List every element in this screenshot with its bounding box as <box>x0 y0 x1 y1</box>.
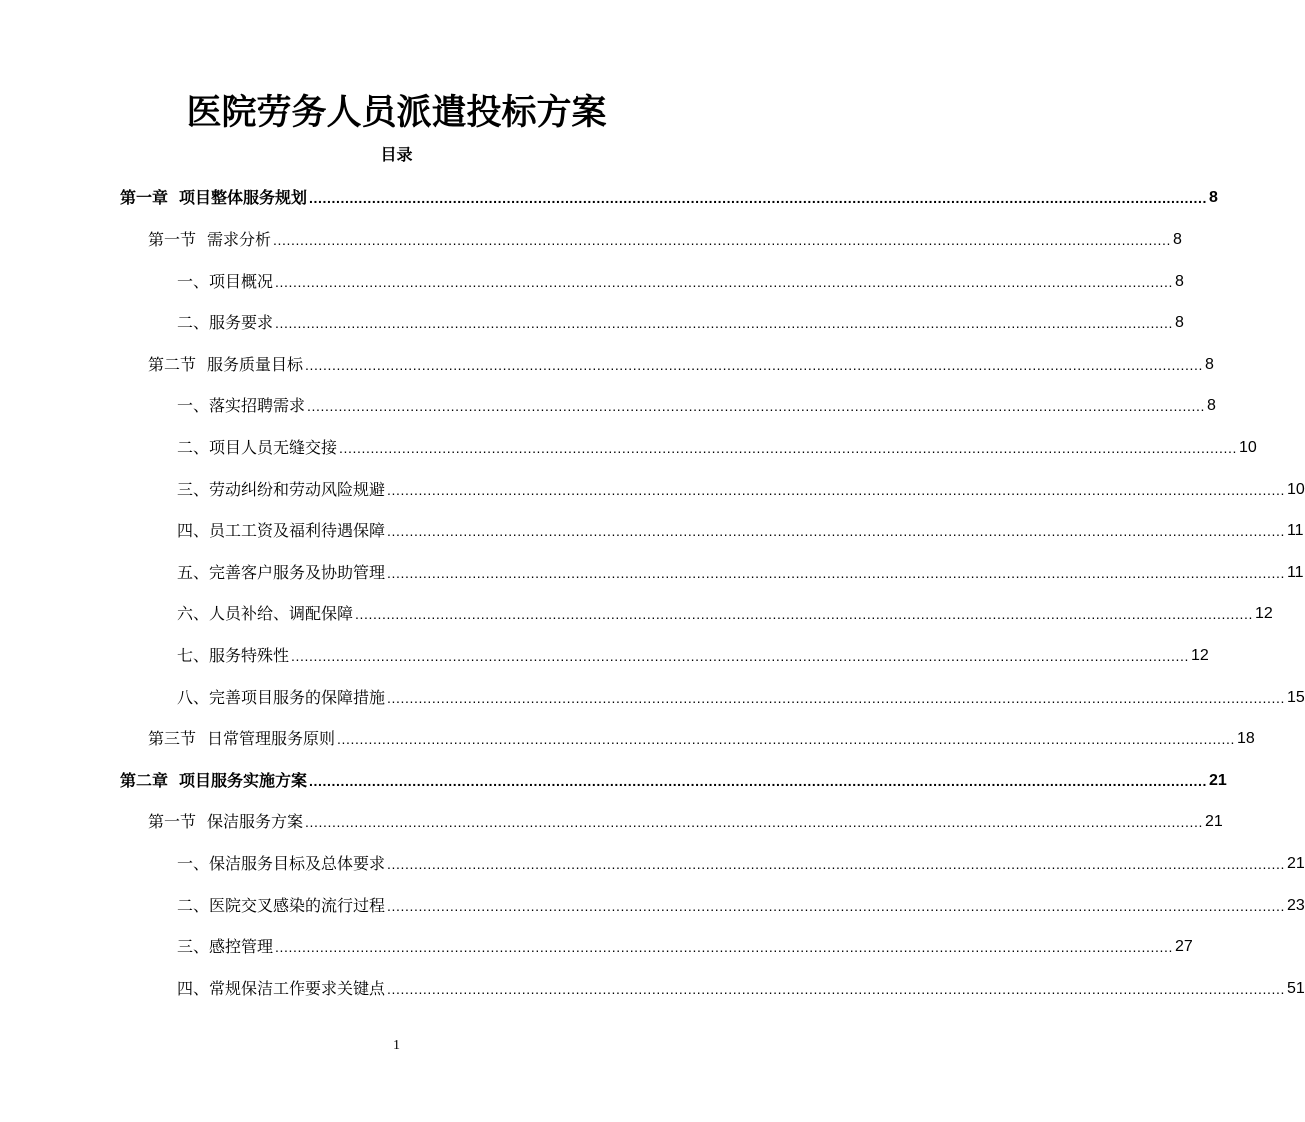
toc-dot-leader: ........................................................................................................................................................................................................ <box>387 981 1285 997</box>
toc-entry-label <box>177 271 273 293</box>
toc-entry[interactable] <box>177 974 1305 1000</box>
toc-entry-page: 8 <box>1174 273 1184 290</box>
toc-entry[interactable] <box>177 516 1304 542</box>
toc-dot-leader: ........................................................................................................................................................................................................ <box>387 898 1285 914</box>
document-title: 医院劳务人员派遣投标方案 <box>186 93 607 133</box>
toc-entry-text: 五、完善客户服务及协助管理 <box>177 563 386 582</box>
toc-dot-leader: ........................................................................................................................................................................................................ <box>337 731 1235 747</box>
toc-entry-text: 一、保洁服务目标及总体要求 <box>177 854 386 873</box>
toc-dot-leader: ........................................................................................................................................................................................................ <box>309 773 1207 789</box>
toc-entry-label <box>177 936 273 958</box>
toc-dot-leader: ........................................................................................................................................................................................................ <box>275 315 1173 331</box>
toc-dot-leader: ........................................................................................................................................................................................................ <box>309 190 1207 206</box>
toc-entry[interactable] <box>148 225 1182 251</box>
toc-entry-text: 三、感控管理 <box>177 937 274 956</box>
toc-entry[interactable] <box>177 267 1184 293</box>
toc-entry[interactable] <box>120 183 1218 209</box>
toc-entry-text: 六、人员补给、调配保障 <box>177 604 354 623</box>
toc-entry-page: 51 <box>1286 980 1305 997</box>
toc-entry-label <box>177 395 305 417</box>
toc-entry-page: 18 <box>1236 730 1255 747</box>
toc-entry[interactable] <box>148 807 1223 833</box>
toc-dot-leader: ........................................................................................................................................................................................................ <box>273 232 1171 248</box>
toc-entry-number: 第一节 <box>148 812 197 831</box>
toc-entry-page: 8 <box>1208 189 1218 206</box>
toc-entry-label <box>177 978 385 1000</box>
toc-entry-text: 二、项目人员无缝交接 <box>177 438 338 457</box>
toc-entry-number: 第二节 <box>148 355 197 374</box>
toc-dot-leader: ........................................................................................................................................................................................................ <box>275 939 1173 955</box>
toc-entry-label <box>177 645 289 667</box>
toc-entry[interactable] <box>177 391 1216 417</box>
toc-entry-page: 21 <box>1204 813 1223 830</box>
toc-entry-page: 23 <box>1286 897 1305 914</box>
toc-entry-page: 12 <box>1190 647 1209 664</box>
toc-entry-page: 21 <box>1286 855 1305 872</box>
toc-entry-text: 二、医院交叉感染的流行过程 <box>177 896 386 915</box>
toc-entry[interactable] <box>177 683 1305 709</box>
toc-entry-label <box>120 770 307 792</box>
toc-entry-label <box>148 229 271 251</box>
toc-entry-label <box>177 520 385 542</box>
toc-entry-page: 11 <box>1286 564 1304 581</box>
toc-entry[interactable] <box>177 599 1273 625</box>
toc-entry-number: 第三节 <box>148 729 197 748</box>
toc-entry-text: 四、员工工资及福利待遇保障 <box>177 521 386 540</box>
toc-entry[interactable] <box>177 849 1305 875</box>
toc-entry-text: 二、服务要求 <box>177 313 274 332</box>
toc-dot-leader: ........................................................................................................................................................................................................ <box>387 523 1285 539</box>
toc-dot-leader: ........................................................................................................................................................................................................ <box>291 648 1189 664</box>
toc-entry[interactable] <box>177 433 1257 459</box>
toc-dot-leader: ........................................................................................................................................................................................................ <box>305 357 1203 373</box>
toc-dot-leader: ........................................................................................................................................................................................................ <box>307 398 1205 414</box>
toc-entry-text: 一、落实招聘需求 <box>177 396 306 415</box>
toc-entry[interactable] <box>177 558 1304 584</box>
toc-entry-text: 八、完善项目服务的保障措施 <box>177 688 386 707</box>
toc-entry[interactable] <box>177 641 1209 667</box>
toc-entry-page: 27 <box>1174 938 1193 955</box>
toc-entry[interactable] <box>177 308 1184 334</box>
toc-entry-page: 10 <box>1286 481 1305 498</box>
toc-heading: 目录 <box>380 145 413 164</box>
toc-entry-page: 21 <box>1208 772 1227 789</box>
toc-entry-page: 8 <box>1172 231 1182 248</box>
toc-dot-leader: ........................................................................................................................................................................................................ <box>339 440 1237 456</box>
toc-entry-page: 12 <box>1254 605 1273 622</box>
toc-entry-page: 15 <box>1286 689 1305 706</box>
toc-entry-number: 第一章 <box>120 188 169 207</box>
toc-entry-page: 11 <box>1286 522 1304 539</box>
toc-entry[interactable] <box>120 766 1227 792</box>
toc-dot-leader: ........................................................................................................................................................................................................ <box>387 856 1285 872</box>
toc-entry-page: 8 <box>1174 314 1184 331</box>
toc-entry-label <box>120 187 307 209</box>
toc-entry-label <box>148 811 303 833</box>
toc-entry-text: 一、项目概况 <box>177 272 274 291</box>
toc-entry-page: 10 <box>1238 439 1257 456</box>
toc-entry[interactable] <box>148 350 1214 376</box>
toc-entry-label <box>177 312 273 334</box>
toc-entry-label <box>177 562 385 584</box>
toc-dot-leader: ........................................................................................................................................................................................................ <box>387 690 1285 706</box>
toc-entry-text: 七、服务特殊性 <box>177 646 290 665</box>
toc-entry-text: 项目服务实施方案 <box>179 771 308 790</box>
toc-entry-text: 服务质量目标 <box>207 355 304 374</box>
toc-entry-number: 第二章 <box>120 771 169 790</box>
toc-entry-label <box>177 437 337 459</box>
toc-entry-label <box>148 728 335 750</box>
toc-entry[interactable] <box>148 724 1255 750</box>
toc-entry-label <box>177 895 385 917</box>
toc-entry-text: 项目整体服务规划 <box>179 188 308 207</box>
toc-entry-text: 日常管理服务原则 <box>207 729 336 748</box>
toc-dot-leader: ........................................................................................................................................................................................................ <box>387 565 1285 581</box>
toc-entry-label <box>177 603 353 625</box>
toc-entry-label <box>177 479 385 501</box>
toc-entry[interactable] <box>177 475 1305 501</box>
toc-entry-number: 第一节 <box>148 230 197 249</box>
page-number: 1 <box>393 1038 400 1053</box>
toc-dot-leader: ........................................................................................................................................................................................................ <box>305 814 1203 830</box>
toc-entry-label <box>177 853 385 875</box>
toc-entry-text: 保洁服务方案 <box>207 812 304 831</box>
toc-dot-leader: ........................................................................................................................................................................................................ <box>275 274 1173 290</box>
toc-entry-label <box>177 687 385 709</box>
toc-entry[interactable] <box>177 891 1305 917</box>
toc-entry-page: 8 <box>1206 397 1216 414</box>
toc-dot-leader: ........................................................................................................................................................................................................ <box>387 482 1285 498</box>
toc-entry[interactable] <box>177 932 1193 958</box>
toc-entry-text: 需求分析 <box>207 230 272 249</box>
toc-dot-leader: ........................................................................................................................................................................................................ <box>355 606 1253 622</box>
toc-entry-page: 8 <box>1204 356 1214 373</box>
toc-entry-label <box>148 354 303 376</box>
toc-entry-text: 三、劳动纠纷和劳动风险规避 <box>177 480 386 499</box>
toc-entry-text: 四、常规保洁工作要求关键点 <box>177 979 386 998</box>
